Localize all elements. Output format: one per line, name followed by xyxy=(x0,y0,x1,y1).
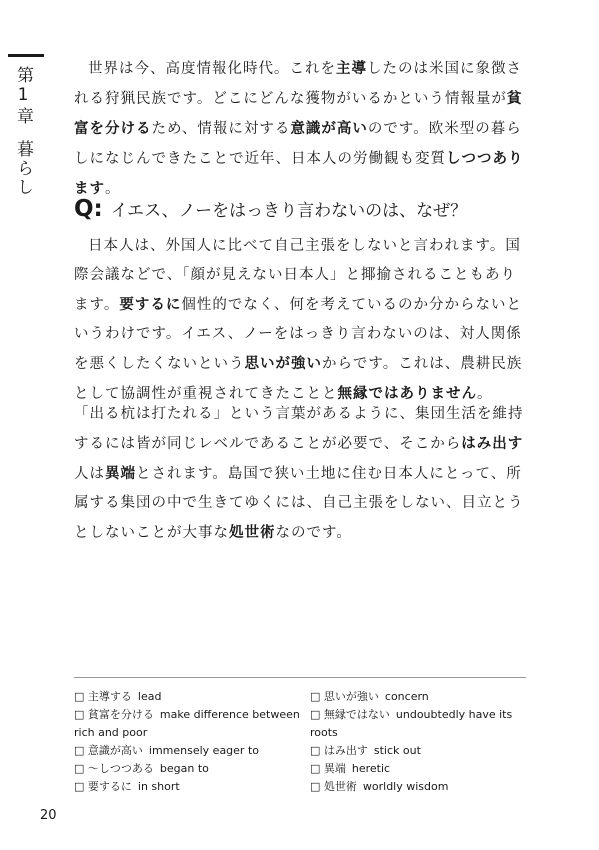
vocab-item: □ 処世術 worldly wisdom xyxy=(310,780,449,793)
paragraph-1 xyxy=(74,54,526,204)
vocab-item: □ 要するに in short xyxy=(74,780,180,793)
paragraph-2 xyxy=(74,232,526,409)
vocab-list-right xyxy=(310,688,536,796)
text-run: のです。欧米型の暮らしになじんできたことで近年、日本人の労働観も変質 xyxy=(74,121,522,167)
keyword: 主導 xyxy=(336,60,367,77)
keyword: はみ出す xyxy=(461,435,524,452)
chapter-label: 第1章 xyxy=(13,66,33,126)
vocab-item: □ はみ出す stick out xyxy=(310,744,421,757)
keyword: 処世術 xyxy=(229,524,276,541)
text-run: 。 xyxy=(105,181,121,197)
vocab-item: □ 無縁ではない undoubtedly have its roots xyxy=(310,708,513,739)
vocab-divider xyxy=(74,677,526,678)
vocab-item: □ 〜しつつある began to xyxy=(74,762,209,775)
chapter-tab xyxy=(14,66,31,197)
page-number: 20 xyxy=(40,808,57,823)
chapter-title: 暮らし xyxy=(13,140,33,197)
vocab-item: □ 異端 heretic xyxy=(310,762,391,775)
question-mark: Q: xyxy=(74,196,103,222)
keyword: しつつあります xyxy=(74,150,524,197)
text-run: からです。これは、農耕民族として協調性が重視されてきたことと xyxy=(74,356,523,402)
text-run: 人は xyxy=(74,466,105,482)
keyword: 無縁ではありません xyxy=(337,385,477,402)
vocab-item: □ 意識が高い immensely eager to xyxy=(74,744,259,757)
keyword: 要するに xyxy=(119,296,182,313)
text-run: 日本人は、外国人に比べて自己主張をしないと言われます。国際会議などで、「顔が見えない日本人」と揶揄されることもあります。 xyxy=(74,238,521,313)
text-run: 「出る杭は打たれる」という言葉があるように、集団生活を維持するには皆が同じレベルであることが必要で、そこから xyxy=(74,406,524,452)
text-run: 。 xyxy=(477,386,493,402)
keyword: 異端 xyxy=(105,465,136,482)
paragraph-3 xyxy=(74,400,526,548)
question-text: イエス、ノーをはっきり言わないのは、なぜ？ xyxy=(110,201,468,221)
chapter-rule xyxy=(8,54,44,57)
vocab-list-left xyxy=(74,688,300,796)
vocab-item: □ 貧富を分ける make difference between rich and poor xyxy=(74,708,300,739)
question-heading xyxy=(74,196,544,222)
text-run: 世界は今、高度情報化時代。これを xyxy=(88,61,336,77)
text-run: ため、情報に対する xyxy=(151,121,291,137)
keyword: 思いが強い xyxy=(244,355,322,372)
keyword: 意識が高い xyxy=(290,120,368,137)
keyword: 貧富を分ける xyxy=(74,90,523,137)
text-run: 個性的でなく、何を考えているのか分からないというわけです。イエス、ノーをはっきり言わないのは、対人関係を悪くしたくないという xyxy=(74,297,523,372)
vocab-item: □ 思いが強い concern xyxy=(310,690,429,703)
text-run: なのです。 xyxy=(275,525,352,541)
text-run: とされます。島国で狭い土地に住む日本人にとって、所属する集団の中で生きてゆくには、自己主張をしない、目立とうとしないことが大事な xyxy=(74,466,524,541)
text-run: したのは米国に象徴される狩猟民族です。どこにどんな獲物がいるかという情報量が xyxy=(74,61,522,107)
vocab-item: □ 主導する lead xyxy=(74,690,162,703)
